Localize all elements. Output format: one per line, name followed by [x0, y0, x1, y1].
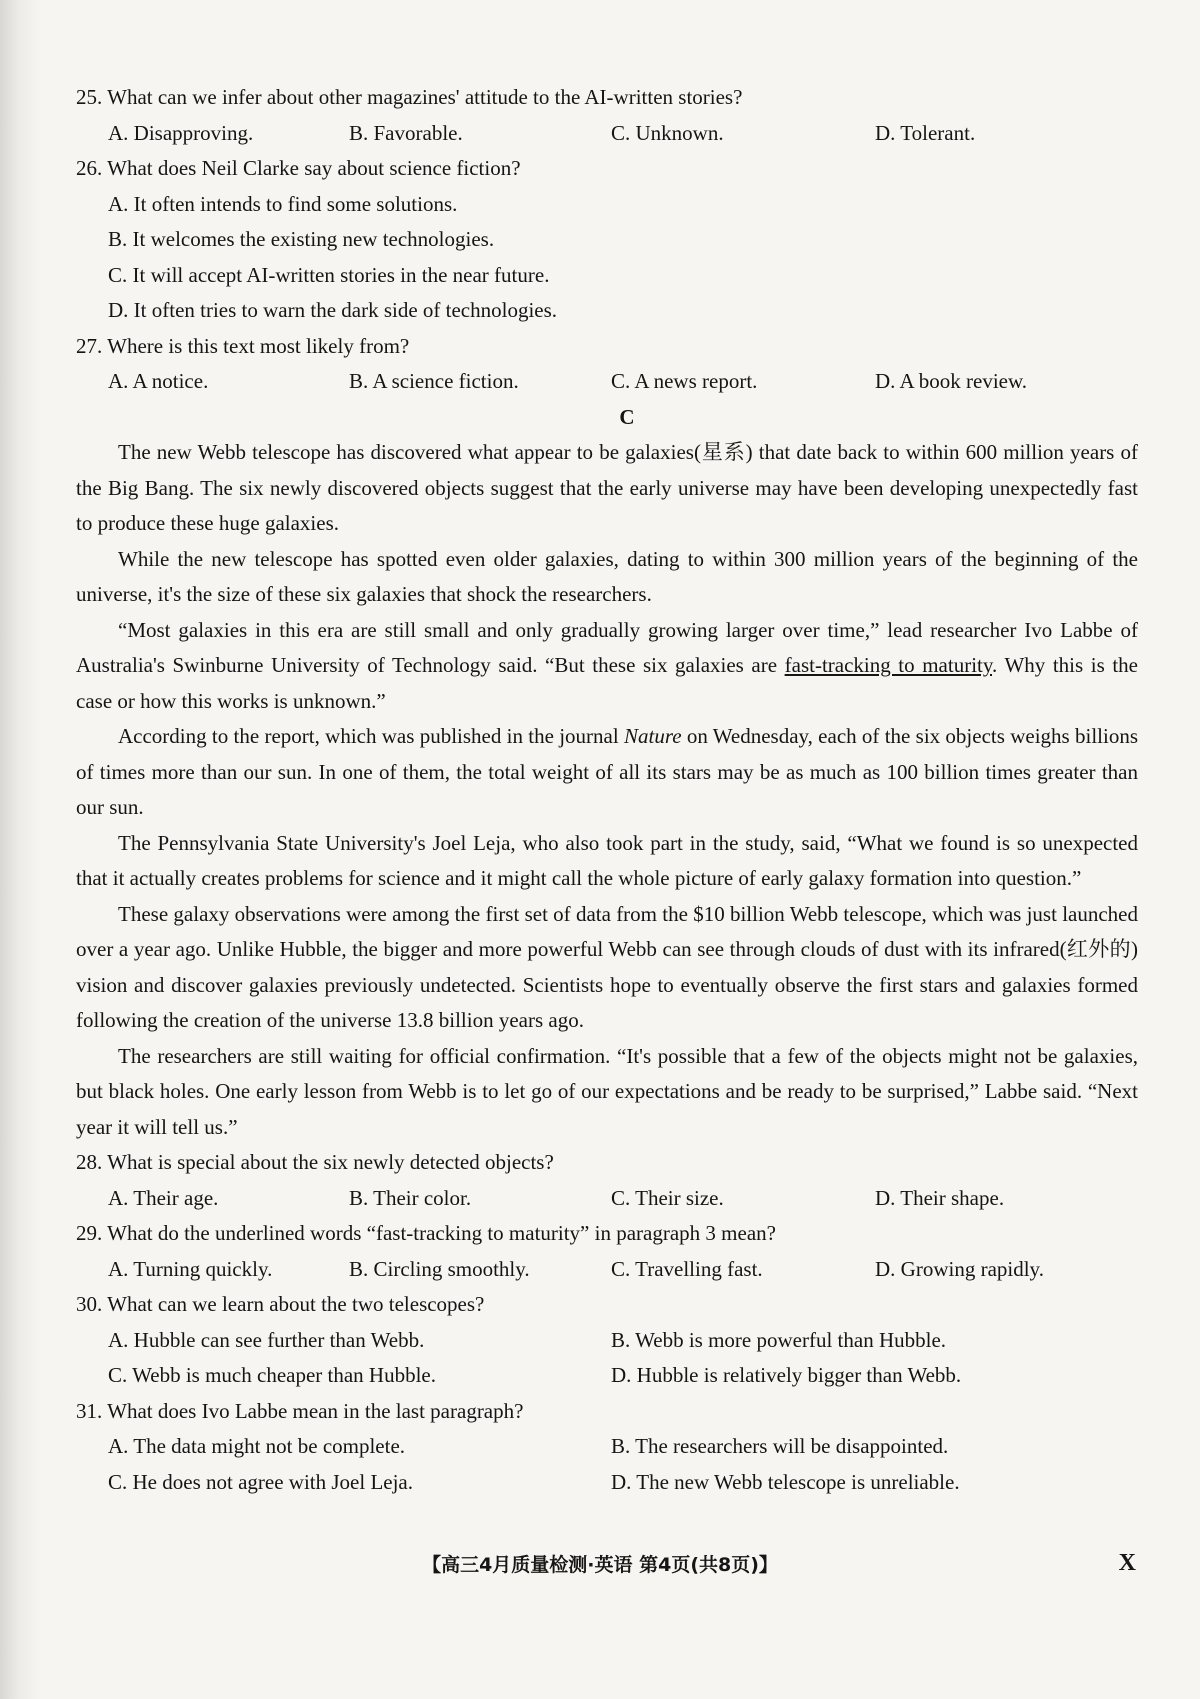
paragraph-4 [76, 719, 1138, 826]
answer-options [76, 1429, 1138, 1500]
answer-option: B. It welcomes the existing new technologies. [108, 227, 495, 251]
answer-option: A. Their age. [108, 1185, 219, 1210]
answer-option: A. It often intends to find some solutions. [108, 191, 458, 216]
question-stem: 31. What does Ivo Labbe mean in the last paragraph? [76, 1398, 524, 1423]
corner-mark: X [1118, 1550, 1136, 1576]
question-block [76, 1145, 1138, 1216]
answer-option: A. A notice. [108, 369, 209, 393]
underlined-phrase: fast-tracking to maturity [784, 653, 993, 677]
answer-option: D. A book review. [875, 369, 1028, 393]
c-questions [76, 1145, 1138, 1500]
answer-options [76, 116, 1138, 152]
answer-option: D. Tolerant. [875, 120, 976, 145]
paragraph-6: These galaxy observations were among the first set of data from the $10 billion Webb telescope, which was just launched over a year ago. Unlike Hubble, the bigger and more powerful Webb can see through clouds of dust with its infrared(红外的) vision and discover galaxies previously undetected. Scientists hope to eventually observe the first stars and galaxies formed following the creation of the universe 13.8 billion years ago. [76, 901, 1138, 1032]
question-stem: 26. What does Neil Clarke say about science fiction? [76, 156, 521, 180]
answer-options [76, 1323, 1138, 1394]
question-stem: 25. What can we infer about other magazines' attitude to the AI-written stories? [76, 85, 743, 109]
question-block [76, 80, 1138, 151]
paragraph-3-text-b: . Why this is the case or how this works is unknown.” [76, 653, 1138, 713]
question-block [76, 329, 1138, 400]
paragraph-2: While the new telescope has spotted even older galaxies, dating to within 300 million years of the beginning of the universe, it's the size of these six galaxies that shock the researchers. [76, 546, 1138, 606]
question-stem: 30. What can we learn about the two telescopes? [76, 1292, 485, 1316]
question-stem: 29. What do the underlined words “fast-tracking to maturity” in paragraph 3 mean? [76, 1221, 776, 1245]
answer-options [76, 1181, 1138, 1217]
paragraph-3 [76, 613, 1138, 720]
answer-option: B. A science fiction. [349, 369, 519, 393]
answer-option: D. Hubble is relatively bigger than Webb. [611, 1363, 962, 1387]
paragraph-4-text-b: on Wednesday, each of the six objects weighs billions of times more than our sun. In one of them, the total weight of all its stars may be as much as 100 billion times greater than our sun. [76, 724, 1138, 819]
answer-options [76, 1252, 1138, 1288]
paragraph-3-text-a: “Most galaxies in this era are still small and only gradually growing larger over time,” lead researcher Ivo Labbe of Australia's Swinburne University of Technology said. “But these six galaxies are [76, 617, 1138, 677]
answer-options [76, 187, 1138, 329]
answer-option: A. Disapproving. [108, 120, 254, 145]
answer-option: B. Circling smoothly. [349, 1256, 530, 1281]
answer-option: B. Webb is more powerful than Hubble. [611, 1327, 947, 1352]
section-letter: C [619, 404, 635, 429]
answer-options [76, 364, 1138, 400]
page-footer: 【高三4月质量检测·英语 第4页(共8页)】 [422, 1554, 778, 1576]
answer-option: C. It will accept AI-written stories in the near future. [108, 262, 550, 287]
answer-option: A. Turning quickly. [108, 1256, 273, 1281]
question-block [76, 1216, 1138, 1287]
prev-questions [76, 80, 1138, 400]
answer-option: C. He does not agree with Joel Leja. [108, 1469, 413, 1494]
answer-option: C. Unknown. [611, 120, 724, 145]
paragraph-7: The researchers are still waiting for official confirmation. “It's possible that a few of the objects might not be galaxies, but black holes. One early lesson from Webb is to let go of our expectations and be ready to be surprised,” Labbe said. “Next year it will tell us.” [76, 1043, 1138, 1139]
answer-option: A. The data might not be complete. [108, 1434, 406, 1458]
answer-option: D. The new Webb telescope is unreliable. [611, 1469, 960, 1494]
question-stem: 28. What is special about the six newly detected objects? [76, 1150, 554, 1174]
question-block [76, 1394, 1138, 1501]
answer-option: C. Travelling fast. [611, 1256, 763, 1281]
answer-option: A. Hubble can see further than Webb. [108, 1327, 425, 1352]
question-block [76, 1287, 1138, 1394]
question-stem: 27. Where is this text most likely from? [76, 333, 410, 358]
paragraph-1: The new Webb telescope has discovered what appear to be galaxies(星系) that date back to within 600 million years of the Big Bang. The six newly discovered objects suggest that the early universe may have been developing unexpectedly fast to produce these huge galaxies. [76, 440, 1138, 535]
answer-option: C. Webb is much cheaper than Hubble. [108, 1363, 437, 1387]
paragraph-4-text-a: According to the report, which was published in the journal [118, 724, 624, 748]
answer-option: B. Their color. [349, 1185, 472, 1210]
paragraph-5: The Pennsylvania State University's Joel Leja, who also took part in the study, said, “What we found is so unexpected that it actually creates problems for science and it might call the whole picture of early galaxy formation into question.” [76, 830, 1138, 890]
answer-option: C. Their size. [611, 1185, 724, 1210]
answer-option: B. Favorable. [349, 120, 463, 145]
journal-name: Nature [623, 724, 682, 748]
answer-option: D. It often tries to warn the dark side of technologies. [108, 298, 558, 322]
answer-option: D. Growing rapidly. [875, 1256, 1044, 1281]
question-block [76, 151, 1138, 329]
answer-option: B. The researchers will be disappointed. [611, 1434, 949, 1458]
answer-option: C. A news report. [611, 369, 758, 393]
answer-option: D. Their shape. [875, 1185, 1005, 1210]
page-content [76, 80, 1138, 1500]
